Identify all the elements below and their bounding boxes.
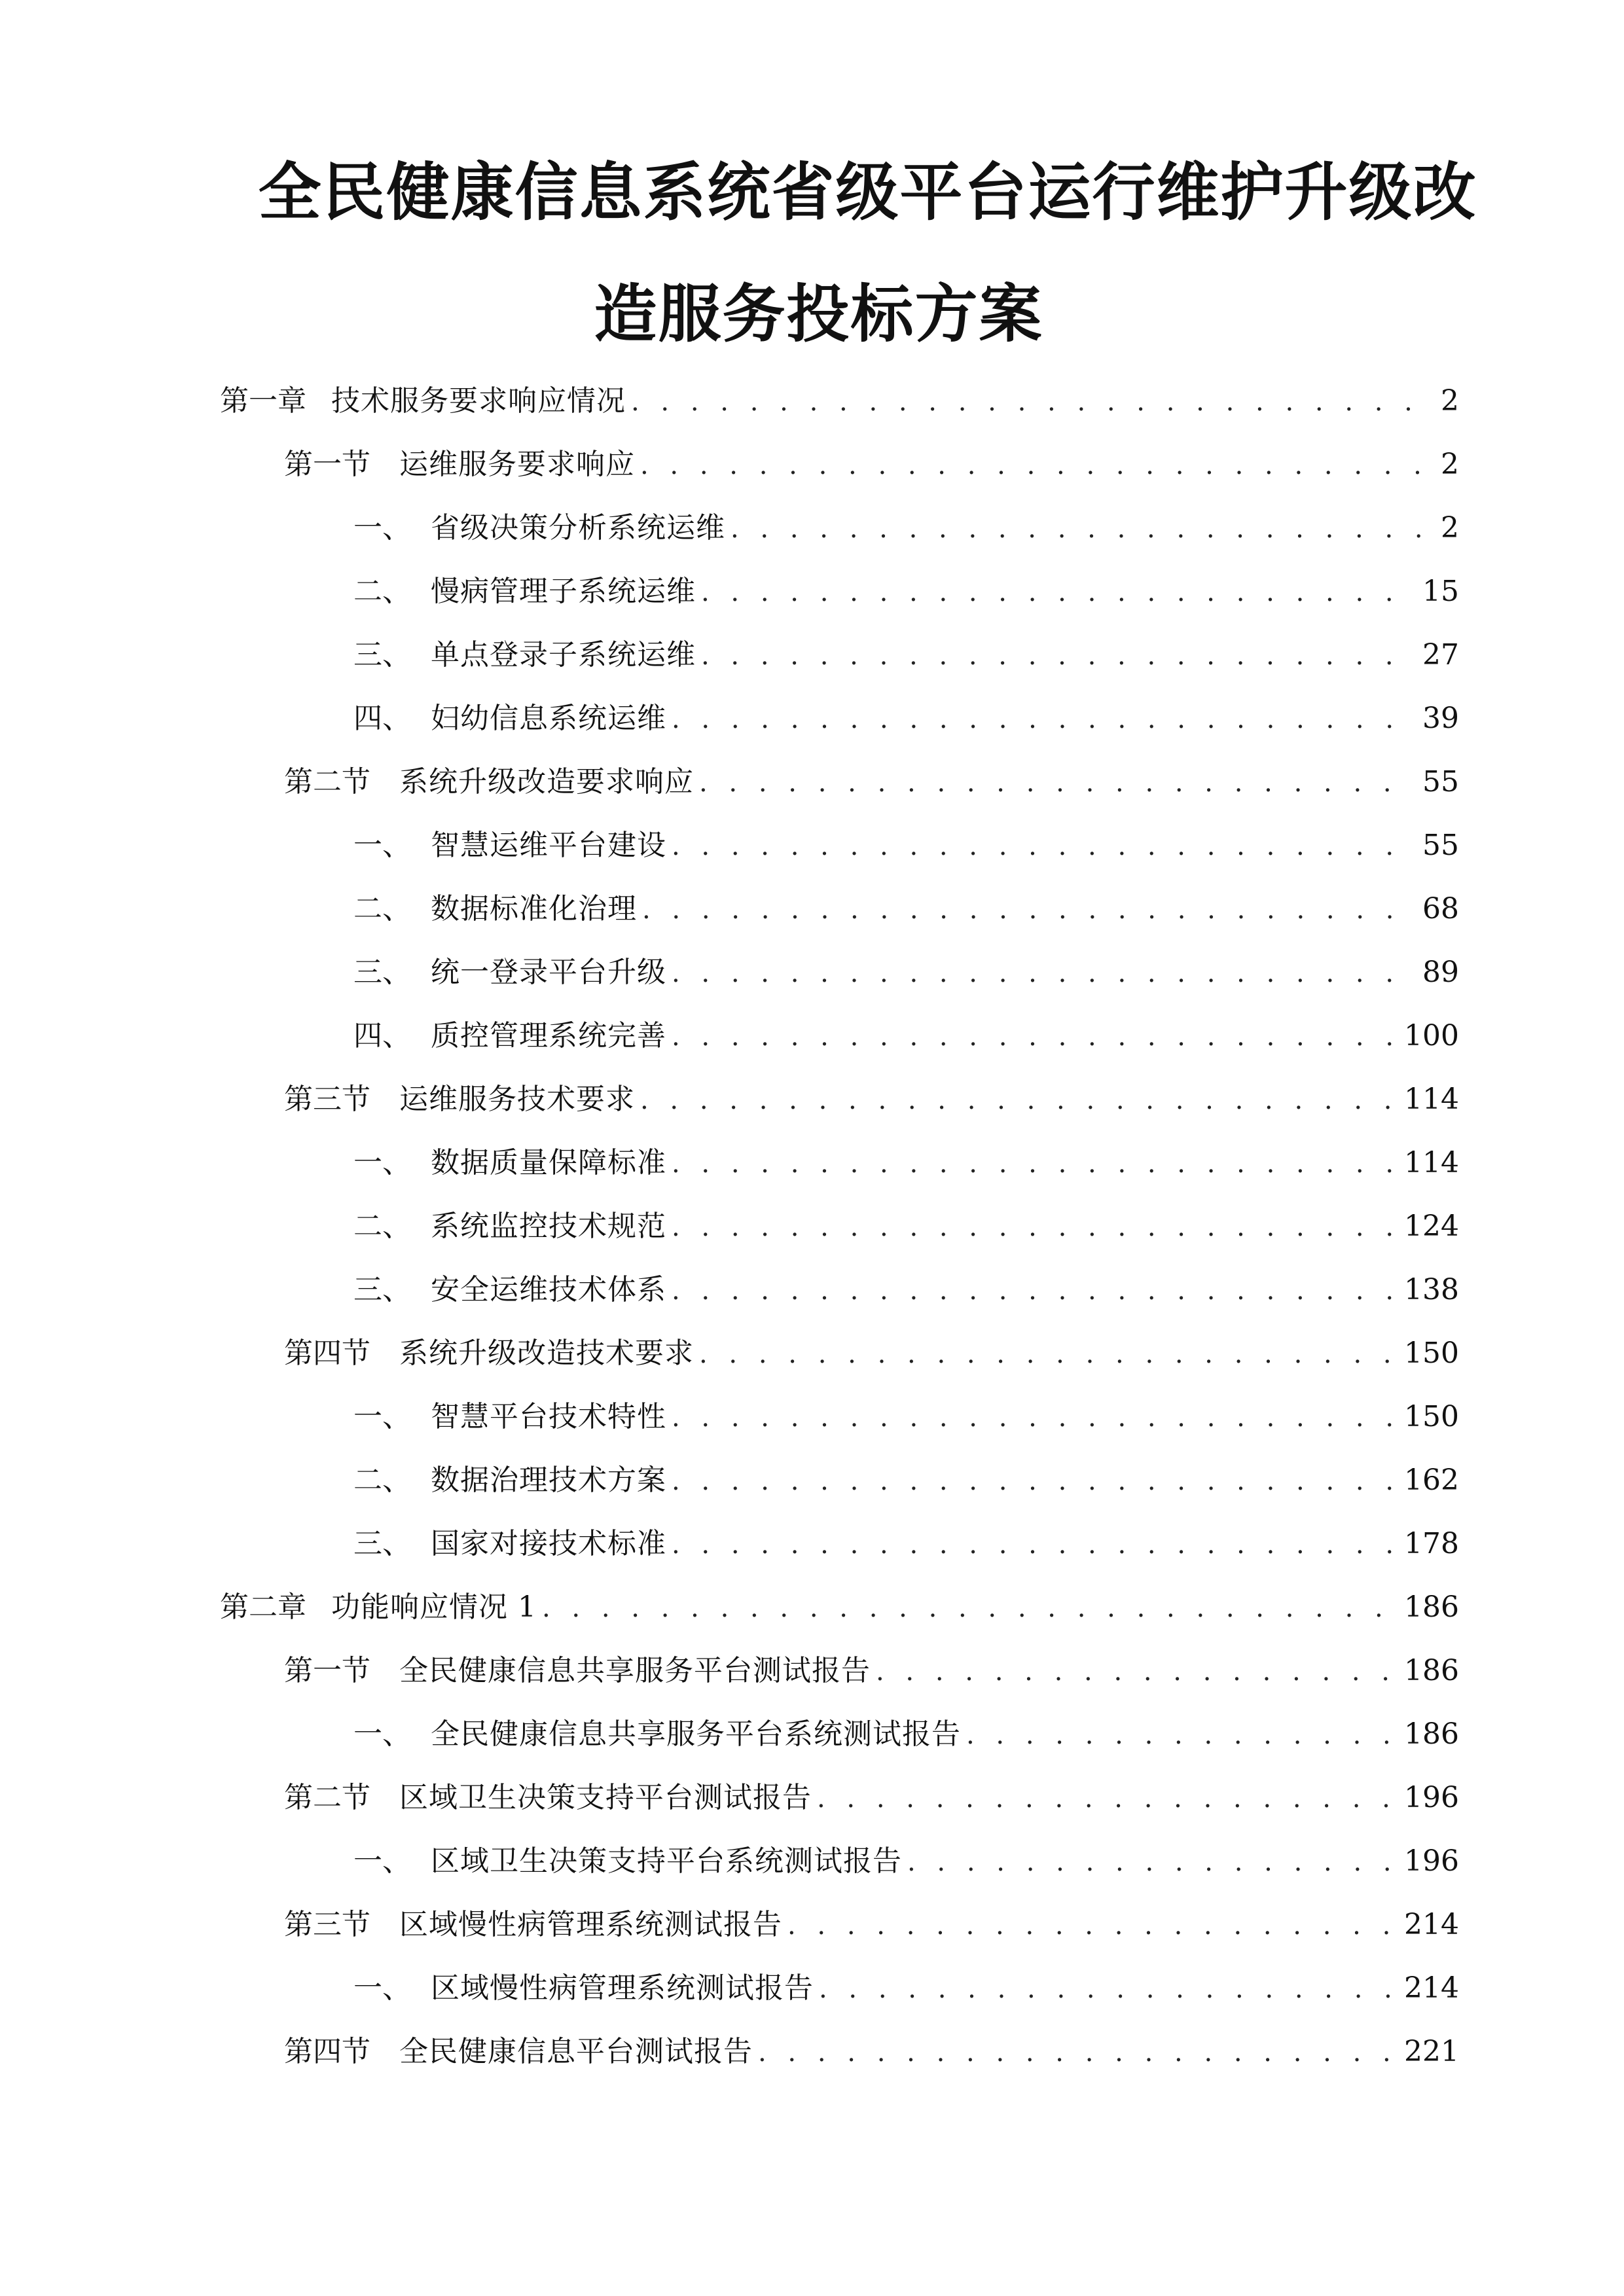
toc-title: 功能响应情况 1: [331, 1590, 537, 1624]
toc-leader: [817, 1776, 1395, 1821]
toc-leader: [640, 1077, 1395, 1123]
toc-number: 一、: [353, 1146, 411, 1179]
toc-leader: [758, 2030, 1395, 2075]
toc-title: 全民健康信息平台测试报告: [399, 2035, 753, 2068]
toc-leader: [542, 1585, 1395, 1631]
toc-entry[interactable]: [353, 1458, 1459, 1503]
toc-number: 一、: [353, 1971, 411, 2005]
toc-leader: [699, 760, 1413, 806]
toc-page-number: 100: [1404, 1019, 1459, 1052]
toc-page-number: 162: [1404, 1463, 1459, 1497]
toc-number: 第四节: [284, 1336, 370, 1370]
toc-title: 区域慢性病管理系统测试报告: [431, 1971, 814, 2005]
toc-number: 三、: [353, 1527, 411, 1560]
toc-page-number: 186: [1404, 1717, 1459, 1751]
toc-title: 数据质量保障标准: [431, 1146, 666, 1179]
toc-title: 系统监控技术规范: [431, 1210, 666, 1243]
toc-entry[interactable]: [353, 950, 1459, 996]
toc-title: 智慧运维平台建设: [431, 829, 666, 862]
document-title-line-1: 全民健康信息系统省级平台运行维护升级改: [258, 156, 1477, 229]
toc-title: 省级决策分析系统运维: [431, 511, 725, 545]
toc-entry[interactable]: [353, 1839, 1459, 1884]
toc-entry[interactable]: [284, 1648, 1459, 1694]
toc-entry[interactable]: [284, 2029, 1459, 2075]
toc-title: 统一登录平台升级: [431, 956, 666, 989]
toc-page-number: 114: [1404, 1083, 1459, 1116]
toc-title: 单点登录子系统运维: [431, 638, 696, 672]
toc-number: 四、: [353, 1019, 411, 1052]
toc-number: 第一章: [220, 384, 306, 418]
toc-number: 第四节: [284, 2035, 370, 2068]
toc-title: 系统升级改造技术要求: [399, 1336, 694, 1370]
toc-page-number: 89: [1422, 956, 1459, 989]
toc-page-number: 214: [1404, 1971, 1459, 2005]
toc-number: 第三节: [284, 1908, 370, 1941]
toc-number: 二、: [353, 575, 411, 608]
toc-leader: [966, 1712, 1395, 1758]
document-title-line-2: 造服务投标方案: [594, 278, 1043, 351]
toc-page-number: 55: [1422, 765, 1459, 798]
toc-entry[interactable]: [353, 1521, 1459, 1567]
toc-leader: [672, 950, 1413, 996]
toc-entry[interactable]: [220, 378, 1459, 424]
toc-entry[interactable]: [353, 1965, 1459, 2011]
toc-page-number: 39: [1422, 702, 1459, 735]
toc-leader: [672, 1204, 1395, 1250]
toc-leader: [787, 1903, 1395, 1948]
toc-entry[interactable]: [353, 632, 1459, 678]
toc-page-number: 214: [1404, 1908, 1459, 1941]
toc-title: 智慧平台技术特性: [431, 1400, 666, 1433]
toc-page-number: 55: [1422, 829, 1459, 862]
toc-leader: [819, 1966, 1395, 2012]
toc-entry[interactable]: [284, 759, 1459, 805]
toc-entry[interactable]: [353, 1394, 1459, 1440]
toc-leader: [672, 1522, 1395, 1568]
toc-page-number: 178: [1404, 1527, 1459, 1560]
toc-entry[interactable]: [284, 442, 1459, 488]
toc-leader: [640, 442, 1432, 488]
toc-entry[interactable]: [284, 1331, 1459, 1376]
toc-leader: [907, 1839, 1395, 1885]
toc-page-number: 68: [1422, 892, 1459, 925]
toc-entry[interactable]: [220, 1585, 1459, 1630]
toc-leader: [731, 506, 1432, 552]
toc-title: 区域卫生决策支持平台系统测试报告: [431, 1844, 902, 1878]
toc-title: 全民健康信息共享服务平台测试报告: [399, 1654, 871, 1687]
toc-number: 一、: [353, 1844, 411, 1878]
toc-leader: [701, 569, 1413, 615]
toc-page-number: 186: [1404, 1590, 1459, 1624]
toc-title: 系统升级改造要求响应: [399, 765, 694, 798]
toc-title: 慢病管理子系统运维: [431, 575, 696, 608]
toc-entry[interactable]: [353, 696, 1459, 742]
toc-title: 区域慢性病管理系统测试报告: [399, 1908, 782, 1941]
toc-leader: [672, 1458, 1395, 1504]
toc-leader: [672, 1395, 1395, 1441]
toc-entry[interactable]: [353, 1140, 1459, 1186]
toc-number: 一、: [353, 511, 411, 545]
toc-entry[interactable]: [353, 1712, 1459, 1757]
toc-title: 国家对接技术标准: [431, 1527, 666, 1560]
toc-entry[interactable]: [353, 886, 1459, 932]
toc-number: 第二章: [220, 1590, 306, 1624]
toc-number: 一、: [353, 1717, 411, 1751]
toc-number: 三、: [353, 638, 411, 672]
toc-leader: [672, 1014, 1395, 1060]
toc-entry[interactable]: [353, 505, 1459, 551]
toc-page-number: 2: [1441, 448, 1459, 481]
toc-leader: [701, 633, 1413, 679]
toc-number: 一、: [353, 829, 411, 862]
toc-number: 第三节: [284, 1083, 370, 1116]
toc-number: 第二节: [284, 1781, 370, 1814]
toc-title: 质控管理系统完善: [431, 1019, 666, 1052]
toc-number: 第一节: [284, 1654, 370, 1687]
toc-entry[interactable]: [284, 1077, 1459, 1122]
toc-page-number: 138: [1404, 1273, 1459, 1306]
toc-entry[interactable]: [353, 823, 1459, 869]
toc-leader: [672, 1268, 1395, 1314]
toc-page-number: 150: [1404, 1400, 1459, 1433]
toc-entry[interactable]: [353, 1013, 1459, 1059]
toc-entry[interactable]: [353, 1267, 1459, 1313]
toc-title: 数据治理技术方案: [431, 1463, 666, 1497]
toc-title: 妇幼信息系统运维: [431, 702, 666, 735]
toc-title: 运维服务技术要求: [399, 1083, 635, 1116]
toc-number: 二、: [353, 1210, 411, 1243]
toc-entry[interactable]: [353, 1204, 1459, 1249]
toc-number: 一、: [353, 1400, 411, 1433]
toc-leader: [672, 1141, 1395, 1187]
toc-number: 二、: [353, 1463, 411, 1497]
toc-title: 全民健康信息共享服务平台系统测试报告: [431, 1717, 961, 1751]
toc-page-number: 2: [1441, 384, 1459, 418]
toc-title: 区域卫生决策支持平台测试报告: [399, 1781, 812, 1814]
toc-leader: [631, 379, 1432, 425]
toc-number: 第一节: [284, 448, 370, 481]
toc-title: 运维服务要求响应: [399, 448, 635, 481]
toc-entry[interactable]: [353, 569, 1459, 615]
toc-number: 四、: [353, 702, 411, 735]
toc-entry[interactable]: [284, 1902, 1459, 1948]
toc-leader: [642, 887, 1413, 933]
toc-page-number: 221: [1404, 2035, 1459, 2068]
toc-leader: [699, 1331, 1395, 1377]
toc-title: 安全运维技术体系: [431, 1273, 666, 1306]
toc-page-number: 150: [1404, 1336, 1459, 1370]
toc-title: 数据标准化治理: [431, 892, 637, 925]
toc-leader: [876, 1649, 1395, 1695]
toc-page-number: 27: [1422, 638, 1459, 672]
toc-page-number: 196: [1404, 1781, 1459, 1814]
toc-leader: [672, 823, 1413, 869]
toc-page-number: 2: [1441, 511, 1459, 545]
toc-page-number: 196: [1404, 1844, 1459, 1878]
toc-page-number: 114: [1404, 1146, 1459, 1179]
toc-number: 二、: [353, 892, 411, 925]
toc-title: 技术服务要求响应情况: [331, 384, 626, 418]
toc-page-number: 124: [1404, 1210, 1459, 1243]
toc-number: 三、: [353, 1273, 411, 1306]
toc-entry[interactable]: [284, 1775, 1459, 1821]
toc-page-number: 15: [1422, 575, 1459, 608]
toc-leader: [672, 696, 1413, 742]
toc-number: 第二节: [284, 765, 370, 798]
toc-page-number: 186: [1404, 1654, 1459, 1687]
toc-number: 三、: [353, 956, 411, 989]
